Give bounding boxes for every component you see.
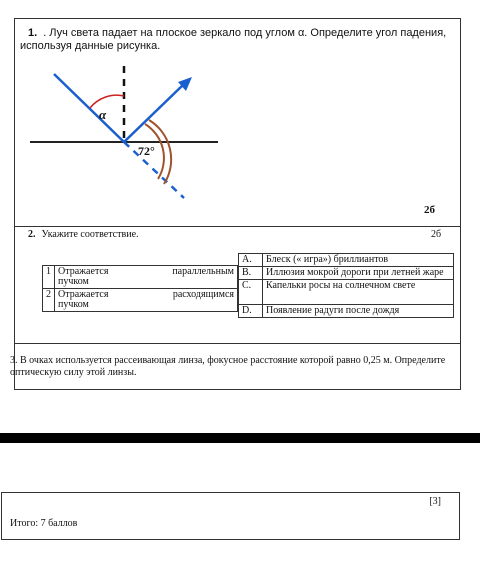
right-option-a [239, 254, 454, 267]
right-option-text: Появление радуги после дождя [263, 305, 454, 318]
left-option-word: пучком [58, 299, 89, 310]
left-options-table [42, 265, 238, 312]
left-option-number: 1 [43, 266, 55, 289]
reflection-diagram [28, 64, 228, 204]
left-option-word: расходящимся [172, 289, 234, 300]
reflected-ray [124, 84, 184, 142]
question-2-number: 2. [28, 229, 36, 240]
right-option-letter: A. [239, 254, 263, 267]
page-divider-bar [0, 433, 480, 443]
left-option-1 [43, 266, 238, 289]
right-option-text: Иллюзия мокрой дороги при летней жаре [263, 267, 454, 280]
question-2-separator [14, 226, 461, 227]
question-1-score: 2б [424, 204, 435, 216]
alpha-arc [90, 95, 124, 108]
alpha-label: α [99, 107, 107, 122]
question-1-number: 1. [28, 27, 38, 39]
card-right-border [460, 18, 461, 389]
question-3-text: 3. В очках используется рассеивающая линза, фокусное расстояние которой равно 0,25 м. Определите оптическую силу этой линзы. [10, 355, 446, 378]
right-option-letter: B. [239, 267, 263, 280]
right-option-c [239, 280, 454, 305]
question-2-score: 2б [431, 229, 442, 240]
question-3-separator [14, 343, 461, 344]
total-points-label: Итого: 7 баллов [10, 518, 78, 529]
card-bottom-border [14, 389, 461, 390]
left-option-word: пучком [58, 276, 89, 287]
card-top-border [14, 18, 461, 19]
question-2-heading [28, 229, 139, 240]
card-left-border [14, 18, 15, 389]
incident-ray [54, 74, 124, 142]
right-option-b [239, 267, 454, 280]
question-1-body: . Луч света падает на плоское зеркало под углом α. Определите угол падения, используя данные рисунка. [20, 27, 447, 52]
left-option-2 [43, 289, 238, 312]
left-option-word: Отражается [58, 289, 109, 300]
right-option-d [239, 305, 454, 318]
right-option-letter: D. [239, 305, 263, 318]
total-score-bracket: [3] [429, 496, 441, 507]
angle-label: 72° [138, 144, 155, 158]
question-1-text [20, 27, 460, 53]
left-option-word: параллельным [172, 266, 234, 277]
left-option-word: Отражается [58, 266, 109, 277]
right-option-letter: C. [239, 280, 263, 305]
right-options-table [238, 253, 454, 318]
question-2-body: Укажите соответствие. [41, 229, 139, 240]
right-option-text: Капельки росы на солнечном свете [263, 280, 454, 305]
total-box [1, 492, 460, 540]
left-option-number: 2 [43, 289, 55, 312]
right-option-text: Блеск (« игра») бриллиантов [263, 254, 454, 267]
